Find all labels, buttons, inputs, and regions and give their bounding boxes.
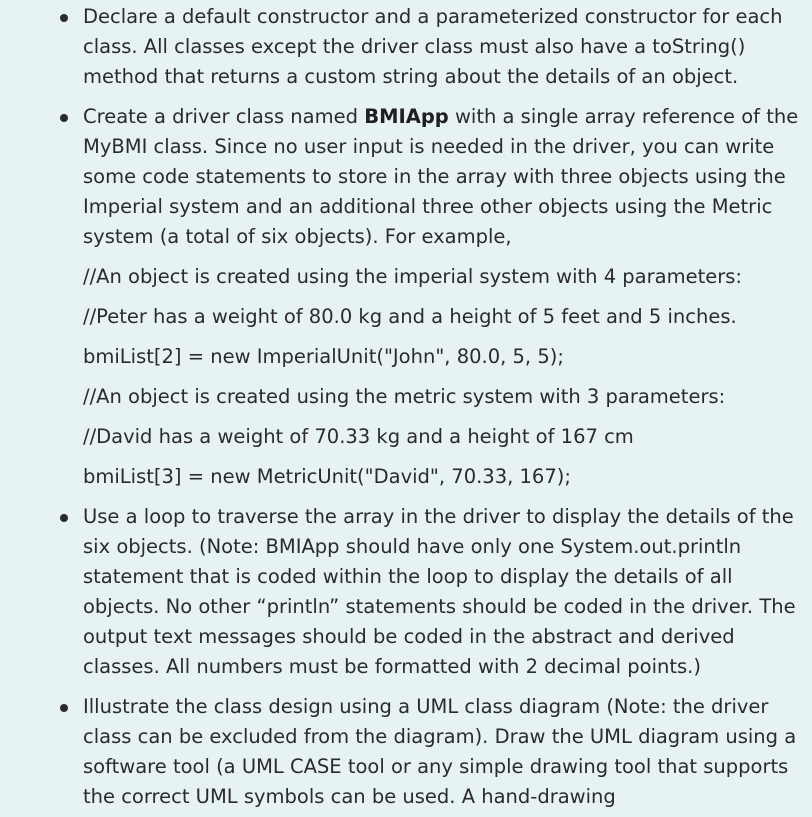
code-line: //Peter has a weight of 80.0 kg and a height of 5 feet and 5 inches. [83,305,737,328]
code-line: //An object is created using the imperial system with 4 parameters: [83,265,742,288]
item-text-before: Create a driver class named [83,105,365,128]
item-text: Illustrate the class design using a UML class diagram (Note: the driver class can be excluded from the diagram). Draw the UML diagram using a software tool (a UML CASE tool or any simple drawing tool that supports the correct UML symbols can be used. A hand-drawing [83,695,797,808]
code-line: //An object is created using the metric system with 3 parameters: [83,385,726,408]
code-line: //David has a weight of 70.33 kg and a height of 167 cm [83,425,634,448]
code-example [83,262,812,492]
item-text: Declare a default constructor and a parameterized constructor for each class. All classes except the driver class must also have a toString() method that returns a custom string about the details of an object. [83,5,783,88]
item-text [83,102,812,252]
bullet-icon [60,14,68,22]
list-item-loop [0,502,812,682]
bullet-icon [60,514,68,522]
list-item-uml [0,692,812,812]
list-item-constructors [0,2,812,92]
bullet-icon [60,704,68,712]
list-item-driver-class [0,102,812,492]
bullet-icon [60,114,68,122]
code-line: bmiList[3] = new MetricUnit("David", 70.33, 167); [83,465,571,488]
item-text-bold: BMIApp [364,105,449,128]
item-text: Use a loop to traverse the array in the driver to display the details of the six objects. (Note: BMIApp should have only one System.out.println statement that is coded within the loop to display the details of all objects. No other “println” statements should be coded in the driver. The output text messages should be coded in the abstract and derived classes. All numbers must be formatted with 2 decimal points.) [83,505,796,678]
code-line: bmiList[2] = new ImperialUnit("John", 80.0, 5, 5); [83,345,564,368]
item-text-after: with a single array reference of the MyBMI class. Since no user input is needed in the driver, you can write some code statements to store in the array with three objects using the Imperial system and an additional three other objects using the Metric system (a total of six objects). For example, [83,105,799,248]
